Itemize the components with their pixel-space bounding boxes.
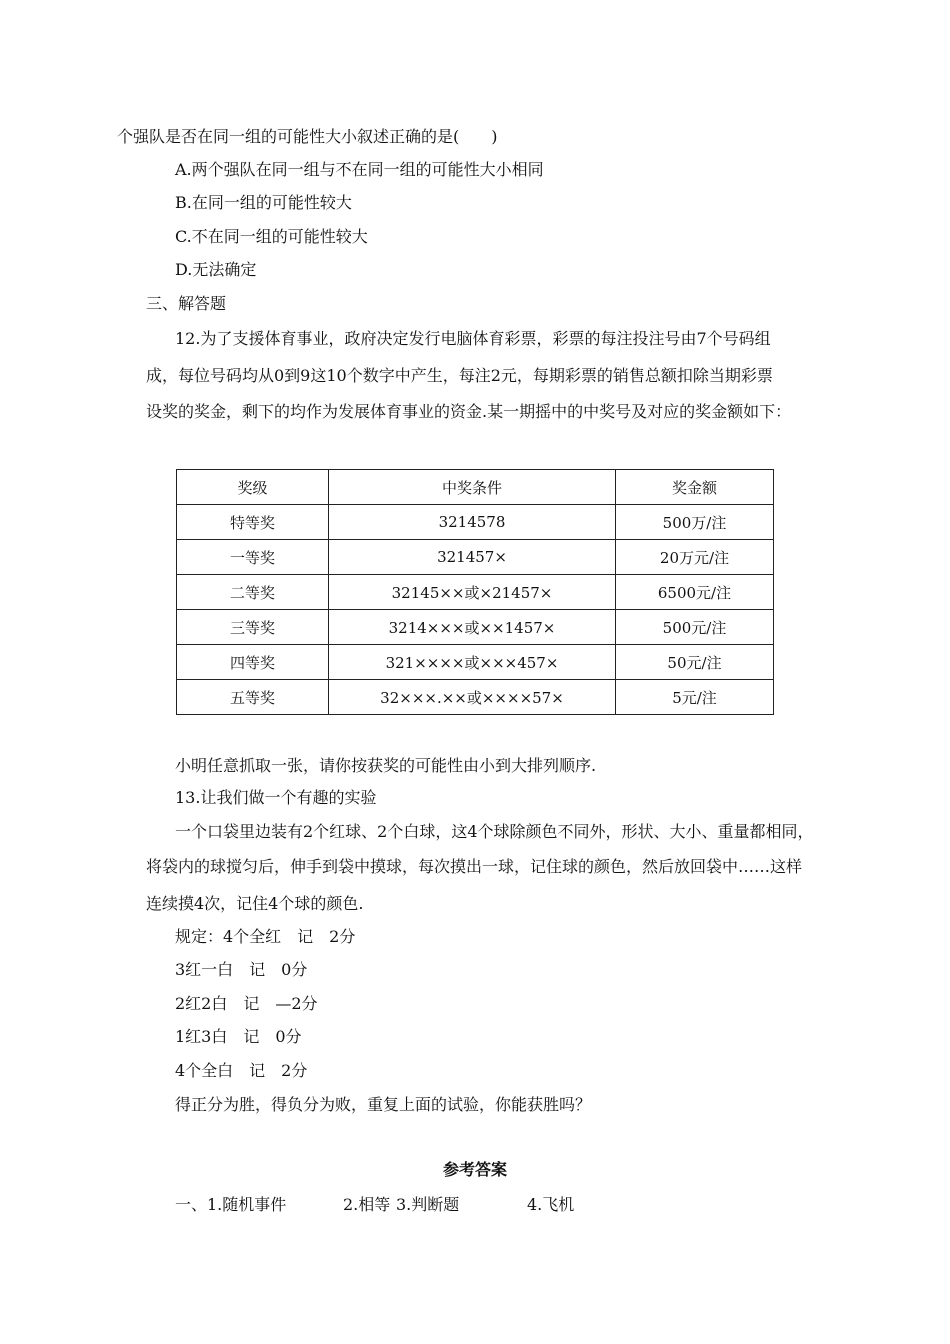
answer-item: 4.飞机	[527, 1195, 575, 1214]
table-cell: 321457×	[329, 540, 616, 575]
rule-line: 规定：4个全红 记 2分	[175, 927, 356, 946]
table-cell: 三等奖	[177, 610, 329, 645]
table-cell: 20万元/注	[616, 540, 774, 575]
option-c: C.不在同一组的可能性较大	[175, 227, 368, 246]
header-cell: 奖金额	[616, 470, 774, 505]
question-continued: 个强队是否在同一组的可能性大小叙述正确的是( )	[117, 127, 498, 146]
table-row	[177, 540, 774, 575]
q12-line-1: 12.为了支援体育事业，政府决定发行电脑体育彩票，彩票的每注投注号由7个号码组	[175, 329, 771, 348]
answer-item: 一、1.随机事件	[175, 1195, 287, 1214]
prize-table	[176, 469, 774, 715]
answer-item: 2.相等	[343, 1195, 391, 1214]
answers-title: 参考答案	[442, 1160, 507, 1179]
table-cell: 特等奖	[177, 505, 329, 540]
table-cell: 32145××或×21457×	[329, 575, 616, 610]
option-a: A.两个强队在同一组与不在同一组的可能性大小相同	[175, 160, 544, 179]
table-row	[177, 645, 774, 680]
option-d: D.无法确定	[175, 260, 257, 279]
table-cell: 32×××.××或××××57×	[329, 680, 616, 715]
table-cell: 四等奖	[177, 645, 329, 680]
q13-title: 13.让我们做一个有趣的实验	[175, 788, 377, 807]
section-heading: 三、解答题	[146, 294, 227, 313]
table-header-row	[177, 470, 774, 505]
rule-line: 4个全白 记 2分	[175, 1061, 308, 1080]
rule-line: 3红一白 记 0分	[175, 960, 308, 979]
table-cell: 五等奖	[177, 680, 329, 715]
q12-line-3: 设奖的奖金，剩下的均作为发展体育事业的资金.某一期摇中的中奖号及对应的奖金额如下：	[146, 402, 792, 421]
q13-ask: 得正分为胜，得负分为败，重复上面的试验，你能获胜吗？	[175, 1095, 592, 1114]
table-row	[177, 575, 774, 610]
table-cell: 500元/注	[616, 610, 774, 645]
option-b: B.在同一组的可能性较大	[175, 193, 352, 212]
q13-line-2: 将袋内的球搅匀后，伸手到袋中摸球，每次摸出一球，记住球的颜色，然后放回袋中……这样	[146, 857, 803, 876]
header-cell: 中奖条件	[329, 470, 616, 505]
q13-line-1: 一个口袋里边装有2个红球、2个白球，这4个球除颜色不同外，形状、大小、重量都相同，	[175, 822, 814, 841]
table-cell: 5元/注	[616, 680, 774, 715]
table-cell: 3214578	[329, 505, 616, 540]
q12-line-2: 成，每位号码均从0到9这10个数字中产生，每注2元，每期彩票的销售总额扣除当期彩票	[146, 366, 773, 385]
table-cell: 50元/注	[616, 645, 774, 680]
table-cell: 500万/注	[616, 505, 774, 540]
table-row	[177, 505, 774, 540]
rule-line: 1红3白 记 0分	[175, 1027, 302, 1046]
table-cell: 二等奖	[177, 575, 329, 610]
rule-line: 2红2白 记 —2分	[175, 994, 318, 1013]
q12-ask: 小明任意抓取一张，请你按获奖的可能性由小到大排列顺序.	[175, 756, 597, 775]
table-row	[177, 610, 774, 645]
table-row	[177, 680, 774, 715]
table-cell: 6500元/注	[616, 575, 774, 610]
table-cell: 一等奖	[177, 540, 329, 575]
answer-item: 3.判断题	[396, 1195, 460, 1214]
table-cell: 321××××或×××457×	[329, 645, 616, 680]
header-cell: 奖级	[177, 470, 329, 505]
q13-line-3: 连续摸4次，记住4个球的颜色.	[146, 894, 364, 913]
table-cell: 3214×××或××1457×	[329, 610, 616, 645]
